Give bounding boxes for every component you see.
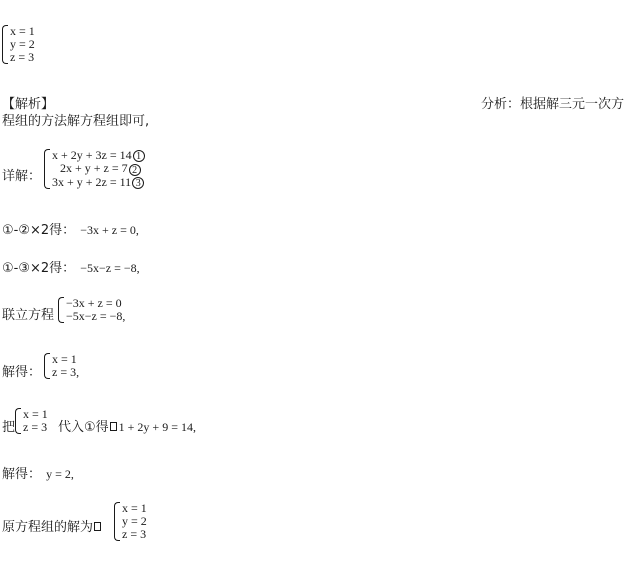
equation-3-text: 3x + y + 2z = 11 (52, 174, 132, 189)
equation-3 (52, 176, 145, 189)
final-z: z = 3 (122, 527, 147, 541)
final-system (114, 502, 147, 541)
circle-mark-2: 2 (129, 164, 141, 176)
step-1-expr: −3x + z = 0, (80, 223, 139, 237)
substitute-system (15, 408, 48, 434)
step-1-label: ①-②×2得： (2, 223, 76, 238)
solve-1-line-2: z = 3, (52, 365, 80, 379)
final-x: x = 1 (122, 501, 147, 515)
answer-y: y = 2 (10, 37, 35, 51)
combine-line-2: −5x−z = −8, (66, 309, 126, 323)
brace (114, 502, 120, 541)
solve-2 (2, 463, 74, 482)
analysis-text-cont: 程组的方法解方程组即可, (2, 114, 150, 129)
equation-1-text: x + 2y + 3z = 14 (52, 148, 132, 162)
step-1 (2, 219, 139, 238)
circle-mark-3: 3 (132, 177, 144, 189)
equation-2-text: 2x + y + z = 7 (60, 161, 128, 176)
substitute-label: 把 (2, 420, 16, 435)
substitute-line-2: z = 3 (23, 420, 48, 434)
substitute-line-1: x = 1 (23, 407, 48, 421)
combine-label: 联立方程 (2, 308, 55, 323)
placeholder-box-icon (94, 522, 101, 531)
step-2-label: ①-③×2得： (2, 261, 76, 276)
combine-line-1: −3x + z = 0 (66, 296, 122, 310)
substitute-expr: 1 + 2y + 9 = 14, (118, 420, 196, 434)
detail-system (44, 149, 145, 189)
substitute-rest (58, 416, 196, 435)
step-2-expr: −5x−z = −8, (80, 261, 140, 275)
solve-1-system (44, 353, 79, 379)
final-label: 原方程组的解为 (2, 520, 94, 535)
analysis-text: 分析：根据解三元一次方 (480, 97, 624, 112)
answer-z: z = 3 (10, 50, 35, 64)
brace (2, 25, 8, 64)
solve-1-label: 解得： (2, 365, 42, 380)
brace (58, 297, 64, 323)
answer-x: x = 1 (10, 24, 35, 38)
analysis-tag: 【解析】 (2, 97, 55, 112)
brace (44, 353, 50, 379)
placeholder-box-icon (110, 422, 117, 431)
step-2 (2, 257, 140, 276)
brace (44, 149, 50, 189)
solve-2-expr: y = 2, (46, 467, 74, 481)
substitute-text: 代入①得 (58, 420, 109, 435)
equation-2 (52, 162, 145, 175)
circle-mark-1: 1 (133, 150, 145, 162)
detail-label: 详解： (2, 169, 42, 184)
solve-2-label: 解得： (2, 467, 42, 482)
brace (15, 408, 21, 434)
final-y: y = 2 (122, 514, 147, 528)
final (2, 516, 103, 535)
equation-1 (52, 149, 145, 162)
answer-system (2, 25, 35, 64)
combine-system (58, 297, 125, 323)
solve-1-line-1: x = 1 (52, 352, 77, 366)
